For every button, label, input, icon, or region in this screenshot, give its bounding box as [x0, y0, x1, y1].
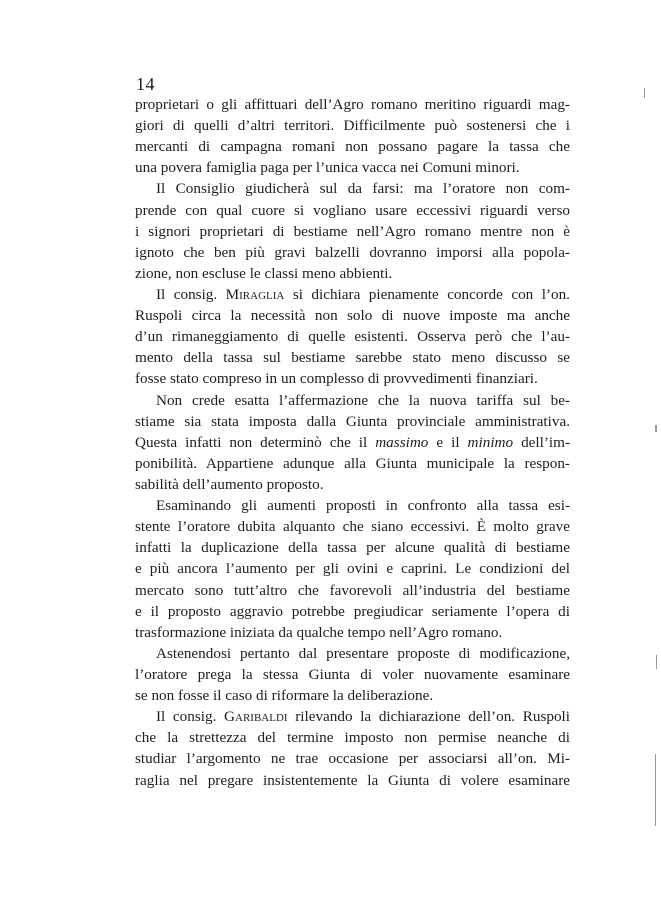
- text-segment: dell’im-: [513, 433, 570, 451]
- text-line: [135, 601, 570, 622]
- paragraph: [135, 643, 570, 706]
- text-segment: raglia nel pregare insistentemente la Giunta di volere esaminare: [135, 771, 570, 789]
- text-line: [135, 94, 570, 115]
- text-segment: infatti la duplicazione della tassa per alcune qualità di bestiame: [135, 539, 570, 557]
- emphasis-text: massimo: [375, 433, 429, 451]
- text-segment: stente l’oratore dubita alquanto che siano eccessivi. È molto grave: [135, 518, 570, 536]
- speaker-name: Miraglia: [225, 285, 285, 303]
- text-segment: ignoto che ben più gravi balzelli dovranno imporsi alla popola-: [135, 243, 570, 261]
- text-segment: Esaminando gli aumenti proposti in confronto alla tassa esi-: [156, 497, 570, 515]
- text-segment: fosse stato compreso in un complesso di provvedimenti finanziari.: [135, 370, 538, 388]
- text-segment: si dichiara pienamente concorde con l’on.: [284, 285, 570, 303]
- text-line: [135, 685, 570, 706]
- body-text: [135, 94, 570, 791]
- text-segment: e il: [428, 433, 468, 451]
- text-segment: i signori proprietari di bestiame nell’Agro romano mentre non è: [135, 222, 570, 240]
- text-segment: Questa infatti non determinò che il: [135, 433, 376, 451]
- text-line: [135, 221, 570, 242]
- text-segment: stiame sia stata imposta dalla Giunta provinciale amministrativa.: [135, 412, 570, 430]
- text-segment: e più ancora l’aumento per gli ovini e caprini. Le condizioni del: [135, 560, 570, 578]
- scan-edge-mark: [644, 88, 645, 98]
- text-line: [135, 474, 570, 495]
- text-segment: Il consig.: [156, 708, 225, 726]
- text-segment: Il Consiglio giudicherà sul da farsi: ma l’oratore non com-: [156, 180, 570, 198]
- text-segment: Non crede esatta l’affermazione che la nuova tariffa sul be-: [156, 391, 570, 409]
- text-line: [135, 178, 570, 199]
- text-line: [135, 157, 570, 178]
- text-line: [135, 115, 570, 136]
- text-line: [135, 748, 570, 769]
- text-line: [135, 516, 570, 537]
- paragraph: [135, 706, 570, 790]
- text-line: [135, 432, 570, 453]
- text-segment: giori di quelli d’altri territori. Difficilmente può sostenersi che i: [135, 117, 570, 135]
- text-line: [135, 326, 570, 347]
- text-line: [135, 368, 570, 389]
- paragraph: [135, 495, 570, 643]
- scan-edge-mark: [656, 655, 657, 669]
- text-segment: rilevando la dichiarazione dell’on. Ruspoli: [287, 708, 570, 726]
- text-line: [135, 706, 570, 727]
- text-segment: e il proposto aggravio potrebbe pregiudicar seriamente l’opera di: [135, 602, 570, 620]
- text-segment: zione, non escluse le classi meno abbienti.: [135, 264, 393, 282]
- text-line: [135, 136, 570, 157]
- scan-edge-mark: [655, 425, 657, 432]
- page-number: 14: [136, 74, 155, 94]
- text-segment: proprietari o gli affittuari dell’Agro romano meritino riguardi mag-: [135, 96, 570, 113]
- paragraph: [135, 94, 570, 178]
- text-segment: Astenendosi pertanto dal presentare proposte di modificazione,: [156, 644, 570, 662]
- text-segment: Il consig.: [156, 285, 226, 303]
- emphasis-text: minimo: [467, 433, 514, 451]
- text-line: [135, 664, 570, 685]
- text-segment: l’oratore prega la stessa Giunta di voler nuovamente esaminare: [135, 665, 570, 683]
- text-line: [135, 305, 570, 326]
- text-segment: che la strettezza del termine imposto non permise neanche di: [135, 729, 570, 747]
- text-line: [135, 242, 570, 263]
- speaker-name: Garibaldi: [224, 708, 288, 726]
- text-segment: se non fosse il caso di riformare la deliberazione.: [135, 687, 434, 705]
- text-line: [135, 411, 570, 432]
- text-line: [135, 770, 570, 791]
- text-line: [135, 643, 570, 664]
- text-line: [135, 390, 570, 411]
- text-line: [135, 284, 570, 305]
- paragraph: [135, 284, 570, 390]
- paragraph: [135, 178, 570, 284]
- text-segment: mercanti di campagna romani non possano pagare la tassa che: [135, 138, 570, 156]
- text-segment: studiar l’argomento ne trae occasione per associarsi all’on. Mi-: [135, 750, 570, 768]
- text-line: [135, 263, 570, 284]
- paragraph: [135, 390, 570, 496]
- text-segment: d’un rimaneggiamento di quelle esistenti. Osserva però che l’au-: [135, 328, 570, 346]
- text-line: [135, 558, 570, 579]
- text-line: [135, 580, 570, 601]
- text-segment: mercato sono tutt’altro che favorevoli all’industria del bestiame: [135, 581, 570, 599]
- text-segment: Ruspoli circa la necessità non solo di nuove imposte ma anche: [135, 307, 570, 325]
- text-line: [135, 495, 570, 516]
- text-segment: mento della tassa sul bestiame sarebbe stato meno discusso se: [135, 349, 570, 367]
- text-line: [135, 537, 570, 558]
- text-segment: trasformazione iniziata da qualche tempo nell’Agro romano.: [135, 623, 503, 641]
- text-line: [135, 347, 570, 368]
- text-segment: ponibilità. Appartiene adunque alla Giunta municipale la respon-: [135, 454, 570, 472]
- text-line: [135, 622, 570, 643]
- text-segment: sabilità dell’aumento proposto.: [135, 475, 324, 493]
- scan-edge-mark: [655, 754, 656, 826]
- text-line: [135, 453, 570, 474]
- text-segment: prende con qual cuore si vogliano usare eccessivi riguardi verso: [135, 201, 570, 219]
- text-segment: una povera famiglia paga per l’unica vacca nei Comuni minori.: [135, 159, 520, 177]
- text-line: [135, 727, 570, 748]
- text-line: [135, 200, 570, 221]
